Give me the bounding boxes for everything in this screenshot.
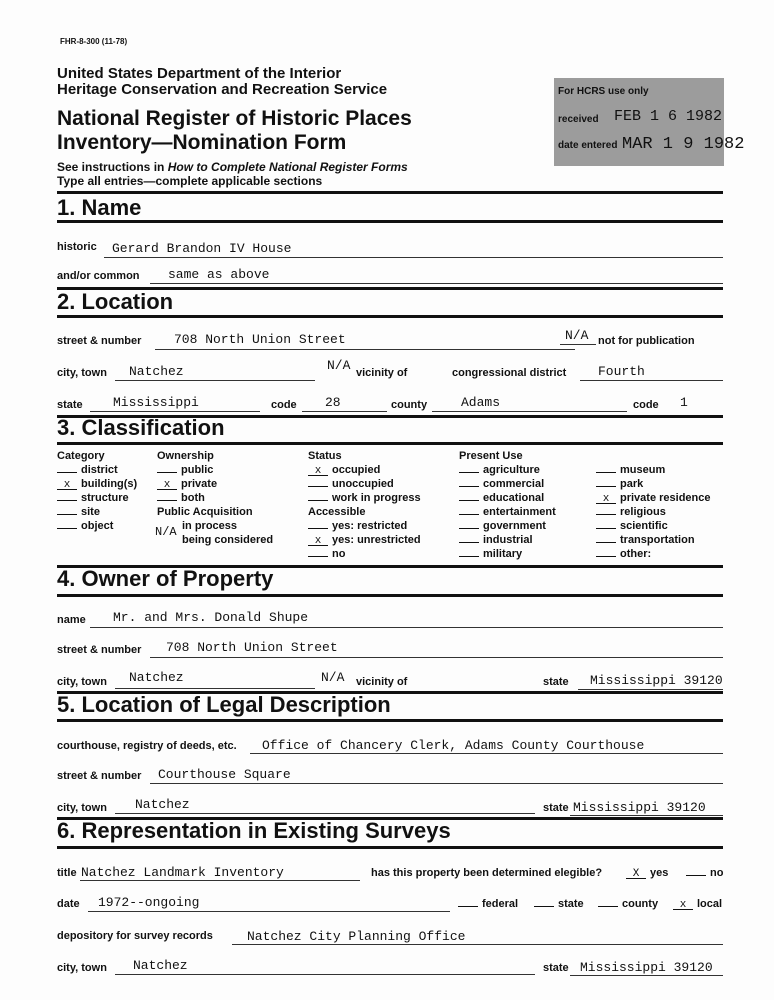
option-label: no: [332, 548, 346, 560]
use-industrial[interactable]: [459, 534, 533, 546]
status-occupied[interactable]: [308, 464, 380, 476]
field-underline: [115, 688, 315, 689]
status-work-in-progress[interactable]: [308, 492, 421, 504]
field-underline: [155, 349, 575, 350]
field-underline: [578, 689, 723, 690]
checkbox-blank: [157, 492, 177, 501]
use-educational[interactable]: [459, 492, 544, 504]
code2-value[interactable]: 1: [680, 395, 688, 410]
street-label: street & number: [57, 335, 142, 347]
option-label: county: [622, 898, 659, 910]
city-label: city, town: [57, 367, 107, 379]
acquisition-mark: N/A: [155, 525, 177, 539]
rule: [57, 846, 723, 849]
status-head: Status: [308, 450, 342, 462]
field-underline: [115, 380, 315, 381]
stamp-entered-date: MAR 1 9 1982: [622, 135, 745, 154]
street-value[interactable]: 708 North Union Street: [174, 332, 346, 347]
use-transportation[interactable]: [596, 534, 695, 546]
option-label: public: [181, 464, 214, 476]
code-value[interactable]: 28: [325, 395, 341, 410]
section-4-title: 4. Owner of Property: [57, 566, 274, 591]
option-label: educational: [483, 492, 545, 504]
historic-value[interactable]: Gerard Brandon IV House: [112, 241, 292, 256]
option-label: museum: [620, 464, 666, 476]
owner-state-value[interactable]: Mississippi 39120: [590, 673, 723, 688]
use-entertainment[interactable]: [459, 506, 556, 518]
option-label: building(s): [81, 478, 138, 490]
survey-date-label: date: [57, 898, 80, 910]
use-commercial[interactable]: [459, 478, 544, 490]
use-religious[interactable]: [596, 506, 666, 518]
ownership-both[interactable]: [157, 492, 205, 504]
county-label: county: [391, 399, 428, 411]
depository-value[interactable]: Natchez City Planning Office: [247, 929, 466, 944]
stamp-received-date: FEB 1 6 1982: [614, 108, 723, 125]
section-1-title: 1. Name: [57, 195, 142, 220]
checkbox-blank: [157, 464, 177, 473]
survey-title-label: title: [57, 867, 77, 879]
field-underline: [90, 411, 260, 412]
section-2-title: 2. Location: [57, 289, 174, 314]
survey-state-label: state: [543, 962, 569, 974]
ownership-public[interactable]: [157, 464, 213, 476]
legal-city-value[interactable]: Natchez: [135, 797, 190, 812]
option-label: yes: unrestricted: [332, 534, 421, 546]
checkbox-blank: [57, 492, 77, 501]
courthouse-value[interactable]: Office of Chancery Clerk, Adams County Courthouse: [262, 738, 645, 753]
use-private-residence[interactable]: [596, 492, 711, 504]
option-label: yes: [650, 867, 669, 879]
checkbox-blank: [308, 520, 328, 529]
legal-city-label: city, town: [57, 802, 107, 814]
present-use-head: Present Use: [459, 450, 523, 462]
survey-state-value[interactable]: Mississippi 39120: [580, 960, 713, 975]
checkbox-blank: [459, 548, 479, 557]
form-number: FHR-8-300 (11-78): [60, 37, 128, 46]
option-label: private: [181, 478, 218, 490]
section-5-title: 5. Location of Legal Description: [57, 692, 391, 717]
owner-street-value[interactable]: 708 North Union Street: [166, 640, 338, 655]
ownership-head: Ownership: [157, 450, 214, 462]
code2-label: code: [633, 399, 659, 411]
option-label: park: [620, 478, 644, 490]
category-buildings[interactable]: [57, 478, 137, 490]
common-value[interactable]: same as above: [168, 267, 270, 282]
use-scientific[interactable]: [596, 520, 668, 532]
checkbox-blank: [596, 478, 616, 487]
survey-title-value[interactable]: Natchez Landmark Inventory: [81, 865, 284, 880]
legal-street-label: street & number: [57, 770, 142, 782]
field-underline: [150, 783, 723, 784]
option-label: entertainment: [483, 506, 556, 518]
checkbox-blank: x: [57, 481, 77, 490]
checkbox-blank: [596, 520, 616, 529]
agency-service: Heritage Conservation and Recreation Service: [57, 81, 388, 98]
option-label: federal: [482, 898, 519, 910]
field-underline: [150, 657, 723, 658]
checkbox-blank: [459, 534, 479, 543]
owner-name-label: name: [57, 614, 86, 626]
option-label: occupied: [332, 464, 381, 476]
instructions-line2: Type all entries—complete applicable sections: [57, 174, 323, 188]
field-underline: [104, 257, 723, 258]
checkbox-blank: [458, 898, 478, 907]
survey-city-value[interactable]: Natchez: [133, 958, 188, 973]
option-label: yes: restricted: [332, 520, 408, 532]
use-government[interactable]: [459, 520, 546, 532]
stamp-for-use: For HCRS use only: [558, 86, 649, 97]
field-underline: [90, 627, 723, 628]
field-underline: [150, 283, 723, 284]
option-label: scientific: [620, 520, 668, 532]
option-label: both: [181, 492, 205, 504]
ownership-private[interactable]: [157, 478, 217, 490]
agency-dept: United States Department of the Interior: [57, 65, 342, 82]
accessible-restricted[interactable]: [308, 520, 407, 532]
checkbox-blank: [459, 506, 479, 515]
checkbox-blank: [57, 520, 77, 529]
checkbox-blank: [596, 534, 616, 543]
level-state[interactable]: [534, 898, 584, 910]
category-object[interactable]: [57, 520, 113, 532]
checkbox-blank: [308, 492, 328, 501]
checkbox-blank: x: [308, 537, 328, 546]
field-underline: [560, 344, 596, 345]
code-label: code: [271, 399, 297, 411]
section-6-title: 6. Representation in Existing Surveys: [57, 818, 451, 843]
option-label: other:: [620, 548, 652, 560]
checkbox-blank: [596, 506, 616, 515]
instructions-prefix: See instructions in: [57, 160, 168, 174]
owner-street-label: street & number: [57, 644, 142, 656]
option-label: district: [81, 464, 118, 476]
checkbox-blank: [308, 478, 328, 487]
owner-city-value[interactable]: Natchez: [129, 670, 184, 685]
field-underline: [115, 974, 535, 975]
historic-label: historic: [57, 241, 97, 253]
use-park[interactable]: [596, 478, 643, 490]
city-value[interactable]: Natchez: [129, 364, 184, 379]
congress-label: congressional district: [452, 367, 567, 379]
option-label: private residence: [620, 492, 711, 504]
state-value[interactable]: Mississippi: [113, 395, 199, 410]
rule: [57, 191, 723, 194]
checkbox-blank: [459, 520, 479, 529]
legal-street-value[interactable]: Courthouse Square: [158, 767, 291, 782]
option-label: military: [483, 548, 523, 560]
use-agriculture[interactable]: [459, 464, 540, 476]
option-label: transportation: [620, 534, 695, 546]
form-title-line2: Inventory—Nomination Form: [57, 131, 347, 154]
checkbox-blank: [596, 548, 616, 557]
owner-name-value[interactable]: Mr. and Mrs. Donald Shupe: [113, 610, 309, 625]
rule: [57, 719, 723, 722]
use-museum[interactable]: [596, 464, 665, 476]
status-unoccupied[interactable]: [308, 478, 394, 490]
accessible-head: Accessible: [308, 506, 366, 518]
county-value[interactable]: Adams: [461, 395, 501, 410]
field-underline: [250, 753, 723, 754]
accessible-unrestricted[interactable]: [308, 534, 421, 546]
checkbox-blank: x: [596, 495, 616, 504]
checkbox-blank: x: [673, 901, 693, 910]
acquisition-being-considered[interactable]: being considered: [182, 534, 274, 546]
nfp-label: not for publication: [598, 335, 695, 347]
field-underline: [232, 944, 723, 945]
form-title-line1: National Register of Historic Places: [57, 107, 412, 130]
checkbox-blank: [57, 506, 77, 515]
owner-city-label: city, town: [57, 676, 107, 688]
acquisition-in-process[interactable]: in process: [182, 520, 238, 532]
section-3-title: 3. Classification: [57, 415, 225, 440]
vicinity-value[interactable]: N/A: [327, 358, 351, 373]
field-underline: [570, 815, 723, 816]
category-structure[interactable]: [57, 492, 129, 504]
checkbox-blank: [459, 478, 479, 487]
rule: [57, 594, 723, 597]
option-label: religious: [620, 506, 666, 518]
instructions-line1: [57, 160, 408, 174]
acquisition-head: Public Acquisition: [157, 506, 253, 518]
option-label: site: [81, 506, 100, 518]
option-label: agriculture: [483, 464, 540, 476]
rule: [57, 442, 723, 445]
level-local[interactable]: [673, 898, 722, 910]
stamp-received-label: received: [558, 114, 599, 125]
checkbox-blank: [459, 464, 479, 473]
category-district[interactable]: [57, 464, 118, 476]
vicinity-label: vicinity of: [356, 367, 408, 379]
legal-state-label: state: [543, 802, 569, 814]
eligible-label: has this property been determined elegible?: [371, 867, 603, 879]
checkbox-blank: [459, 492, 479, 501]
checkbox-blank: [308, 548, 328, 557]
eligible-no[interactable]: [686, 867, 723, 879]
use-other[interactable]: [596, 548, 651, 560]
option-label: government: [483, 520, 546, 532]
field-underline: [115, 813, 535, 814]
owner-vicinity-label: vicinity of: [356, 676, 408, 688]
courthouse-label: courthouse, registry of deeds, etc.: [57, 740, 237, 752]
field-underline: [80, 880, 360, 881]
state-label: state: [57, 399, 83, 411]
use-military[interactable]: [459, 548, 522, 560]
depository-label: depository for survey records: [57, 930, 213, 942]
checkbox-blank: X: [626, 870, 646, 879]
accessible-no[interactable]: [308, 548, 345, 560]
rule: [57, 220, 723, 223]
field-underline: [432, 411, 627, 412]
option-label: state: [558, 898, 584, 910]
nfp-value[interactable]: N/A: [565, 328, 589, 343]
rule: [57, 315, 723, 318]
option-label: commercial: [483, 478, 545, 490]
survey-city-label: city, town: [57, 962, 107, 974]
owner-vicinity-value[interactable]: N/A: [321, 670, 345, 685]
field-underline: [88, 911, 450, 912]
legal-state-value[interactable]: Mississippi 39120: [573, 800, 706, 815]
field-underline: [570, 975, 723, 976]
common-label: and/or common: [57, 270, 140, 282]
option-label: unoccupied: [332, 478, 394, 490]
option-label: work in progress: [332, 492, 421, 504]
option-label: local: [697, 898, 723, 910]
checkbox-blank: [686, 867, 706, 876]
category-site[interactable]: [57, 506, 100, 518]
checkbox-blank: x: [157, 481, 177, 490]
hcrs-stamp: [554, 78, 745, 166]
option-label: object: [81, 520, 114, 532]
field-underline: [580, 380, 723, 381]
field-underline: [302, 411, 387, 412]
checkbox-blank: [57, 464, 77, 473]
level-federal[interactable]: [458, 898, 518, 910]
survey-date-value[interactable]: 1972--ongoing: [98, 895, 200, 910]
category-head: Category: [57, 450, 105, 462]
eligible-yes[interactable]: [626, 867, 668, 879]
option-label: structure: [81, 492, 129, 504]
checkbox-blank: [596, 464, 616, 473]
instructions-book-title: How to Complete National Register Forms: [167, 160, 408, 174]
option-label: industrial: [483, 534, 533, 546]
checkbox-blank: [534, 898, 554, 907]
level-county[interactable]: [598, 898, 658, 910]
option-label: no: [710, 867, 724, 879]
checkbox-blank: x: [308, 467, 328, 476]
checkbox-blank: [598, 898, 618, 907]
stamp-entered-label: date entered: [558, 140, 618, 151]
congress-value[interactable]: Fourth: [598, 364, 645, 379]
owner-state-label: state: [543, 676, 569, 688]
